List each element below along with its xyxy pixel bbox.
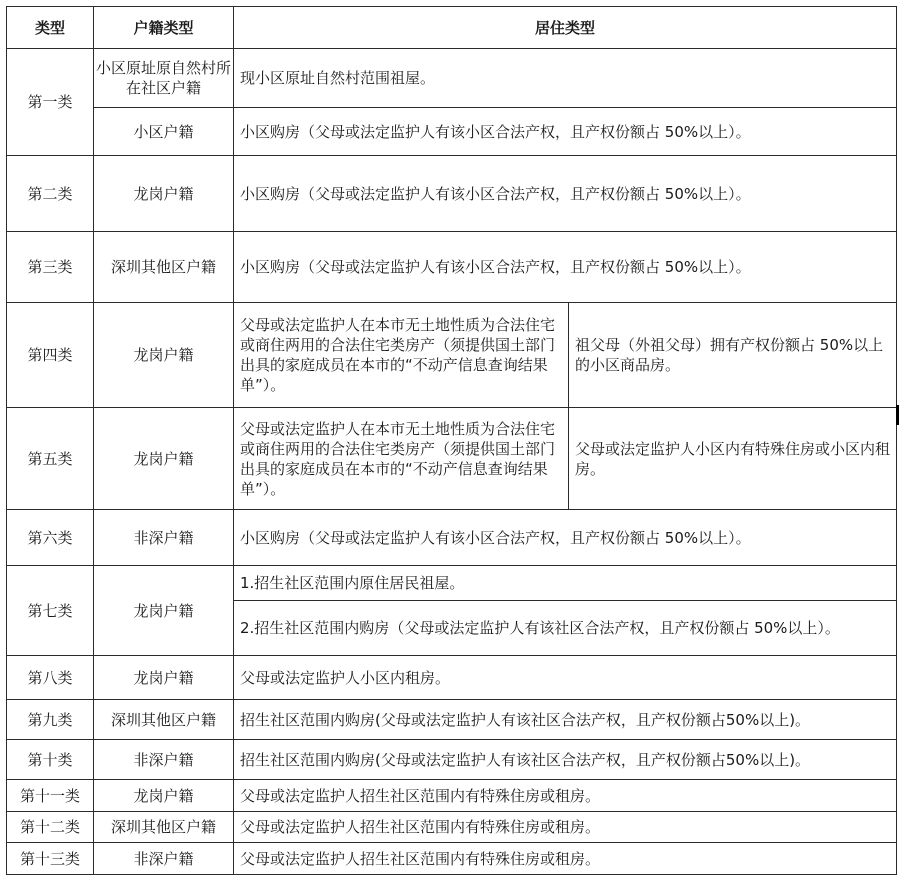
cell-residence-a: 父母或法定监护人在本市无土地性质为合法住宅或商住两用的合法住宅类房产（须提供国土部门出具的家庭成员在本市的“不动产信息查询结果单”）。 xyxy=(234,303,569,408)
table-row xyxy=(7,108,897,156)
table-row xyxy=(7,566,897,601)
cell-hukou: 非深户籍 xyxy=(94,843,234,875)
table-row xyxy=(7,812,897,843)
table-row xyxy=(7,656,897,700)
cell-residence: 小区购房（父母或法定监护人有该小区合法产权，且产权份额占 50%以上）。 xyxy=(234,156,897,232)
table-row xyxy=(7,700,897,740)
cell-type: 第七类 xyxy=(7,566,94,656)
cell-hukou: 龙岗户籍 xyxy=(94,780,234,812)
cell-residence-a: 父母或法定监护人在本市无土地性质为合法住宅或商住两用的合法住宅类房产（须提供国土部门出具的家庭成员在本市的“不动产信息查询结果单”）。 xyxy=(234,408,569,510)
cell-residence: 现小区原址自然村范围祖屋。 xyxy=(234,49,897,108)
cell-hukou: 龙岗户籍 xyxy=(94,566,234,656)
cell-hukou: 深圳其他区户籍 xyxy=(94,812,234,843)
cell-residence: 1.招生社区范围内原住居民祖屋。 xyxy=(234,566,897,601)
cell-hukou: 龙岗户籍 xyxy=(94,408,234,510)
cell-residence: 招生社区范围内购房(父母或法定监护人有该社区合法产权，且产权份额占50%以上)。 xyxy=(234,740,897,780)
header-type: 类型 xyxy=(7,7,94,49)
cell-residence: 小区购房（父母或法定监护人有该小区合法产权，且产权份额占 50%以上）。 xyxy=(234,232,897,303)
cell-hukou: 小区户籍 xyxy=(94,108,234,156)
cell-type: 第二类 xyxy=(7,156,94,232)
table-row xyxy=(7,232,897,303)
table-row xyxy=(7,510,897,566)
cell-type: 第十三类 xyxy=(7,843,94,875)
cell-residence: 招生社区范围内购房(父母或法定监护人有该社区合法产权，且产权份额占50%以上)。 xyxy=(234,700,897,740)
header-hukou: 户籍类型 xyxy=(94,7,234,49)
cell-hukou: 深圳其他区户籍 xyxy=(94,232,234,303)
cell-hukou: 非深户籍 xyxy=(94,740,234,780)
table-row xyxy=(7,843,897,875)
header-residence: 居住类型 xyxy=(234,7,897,49)
table-row xyxy=(7,303,897,408)
table-row xyxy=(7,408,897,510)
cell-residence-b: 父母或法定监护人小区内有特殊住房或小区内租房。 xyxy=(569,408,897,510)
cell-residence: 父母或法定监护人小区内租房。 xyxy=(234,656,897,700)
cell-hukou: 深圳其他区户籍 xyxy=(94,700,234,740)
table-row xyxy=(7,780,897,812)
cell-type: 第九类 xyxy=(7,700,94,740)
cell-hukou: 龙岗户籍 xyxy=(94,656,234,700)
table-row xyxy=(7,740,897,780)
cell-residence: 父母或法定监护人招生社区范围内有特殊住房或租房。 xyxy=(234,843,897,875)
table-row xyxy=(7,49,897,108)
cell-type: 第六类 xyxy=(7,510,94,566)
cell-type: 第十一类 xyxy=(7,780,94,812)
cell-residence: 2.招生社区范围内购房（父母或法定监护人有该社区合法产权，且产权份额占 50%以上）。 xyxy=(234,601,897,656)
cell-type: 第一类 xyxy=(7,49,94,156)
cell-hukou: 小区原址原自然村所在社区户籍 xyxy=(94,49,234,108)
cell-residence: 小区购房（父母或法定监护人有该小区合法产权，且产权份额占 50%以上）。 xyxy=(234,108,897,156)
cell-hukou: 龙岗户籍 xyxy=(94,303,234,408)
cell-residence: 父母或法定监护人招生社区范围内有特殊住房或租房。 xyxy=(234,812,897,843)
cell-hukou: 非深户籍 xyxy=(94,510,234,566)
cell-type: 第四类 xyxy=(7,303,94,408)
cell-residence: 小区购房（父母或法定监护人有该小区合法产权，且产权份额占 50%以上）。 xyxy=(234,510,897,566)
cell-hukou: 龙岗户籍 xyxy=(94,156,234,232)
enrollment-category-table xyxy=(6,6,897,875)
cell-residence-b: 祖父母（外祖父母）拥有产权份额占 50%以上的小区商品房。 xyxy=(569,303,897,408)
cell-type: 第三类 xyxy=(7,232,94,303)
cell-type: 第八类 xyxy=(7,656,94,700)
table-row xyxy=(7,156,897,232)
cell-residence: 父母或法定监护人招生社区范围内有特殊住房或租房。 xyxy=(234,780,897,812)
cell-type: 第五类 xyxy=(7,408,94,510)
table-header-row xyxy=(7,7,897,49)
cell-type: 第十二类 xyxy=(7,812,94,843)
cell-type: 第十类 xyxy=(7,740,94,780)
